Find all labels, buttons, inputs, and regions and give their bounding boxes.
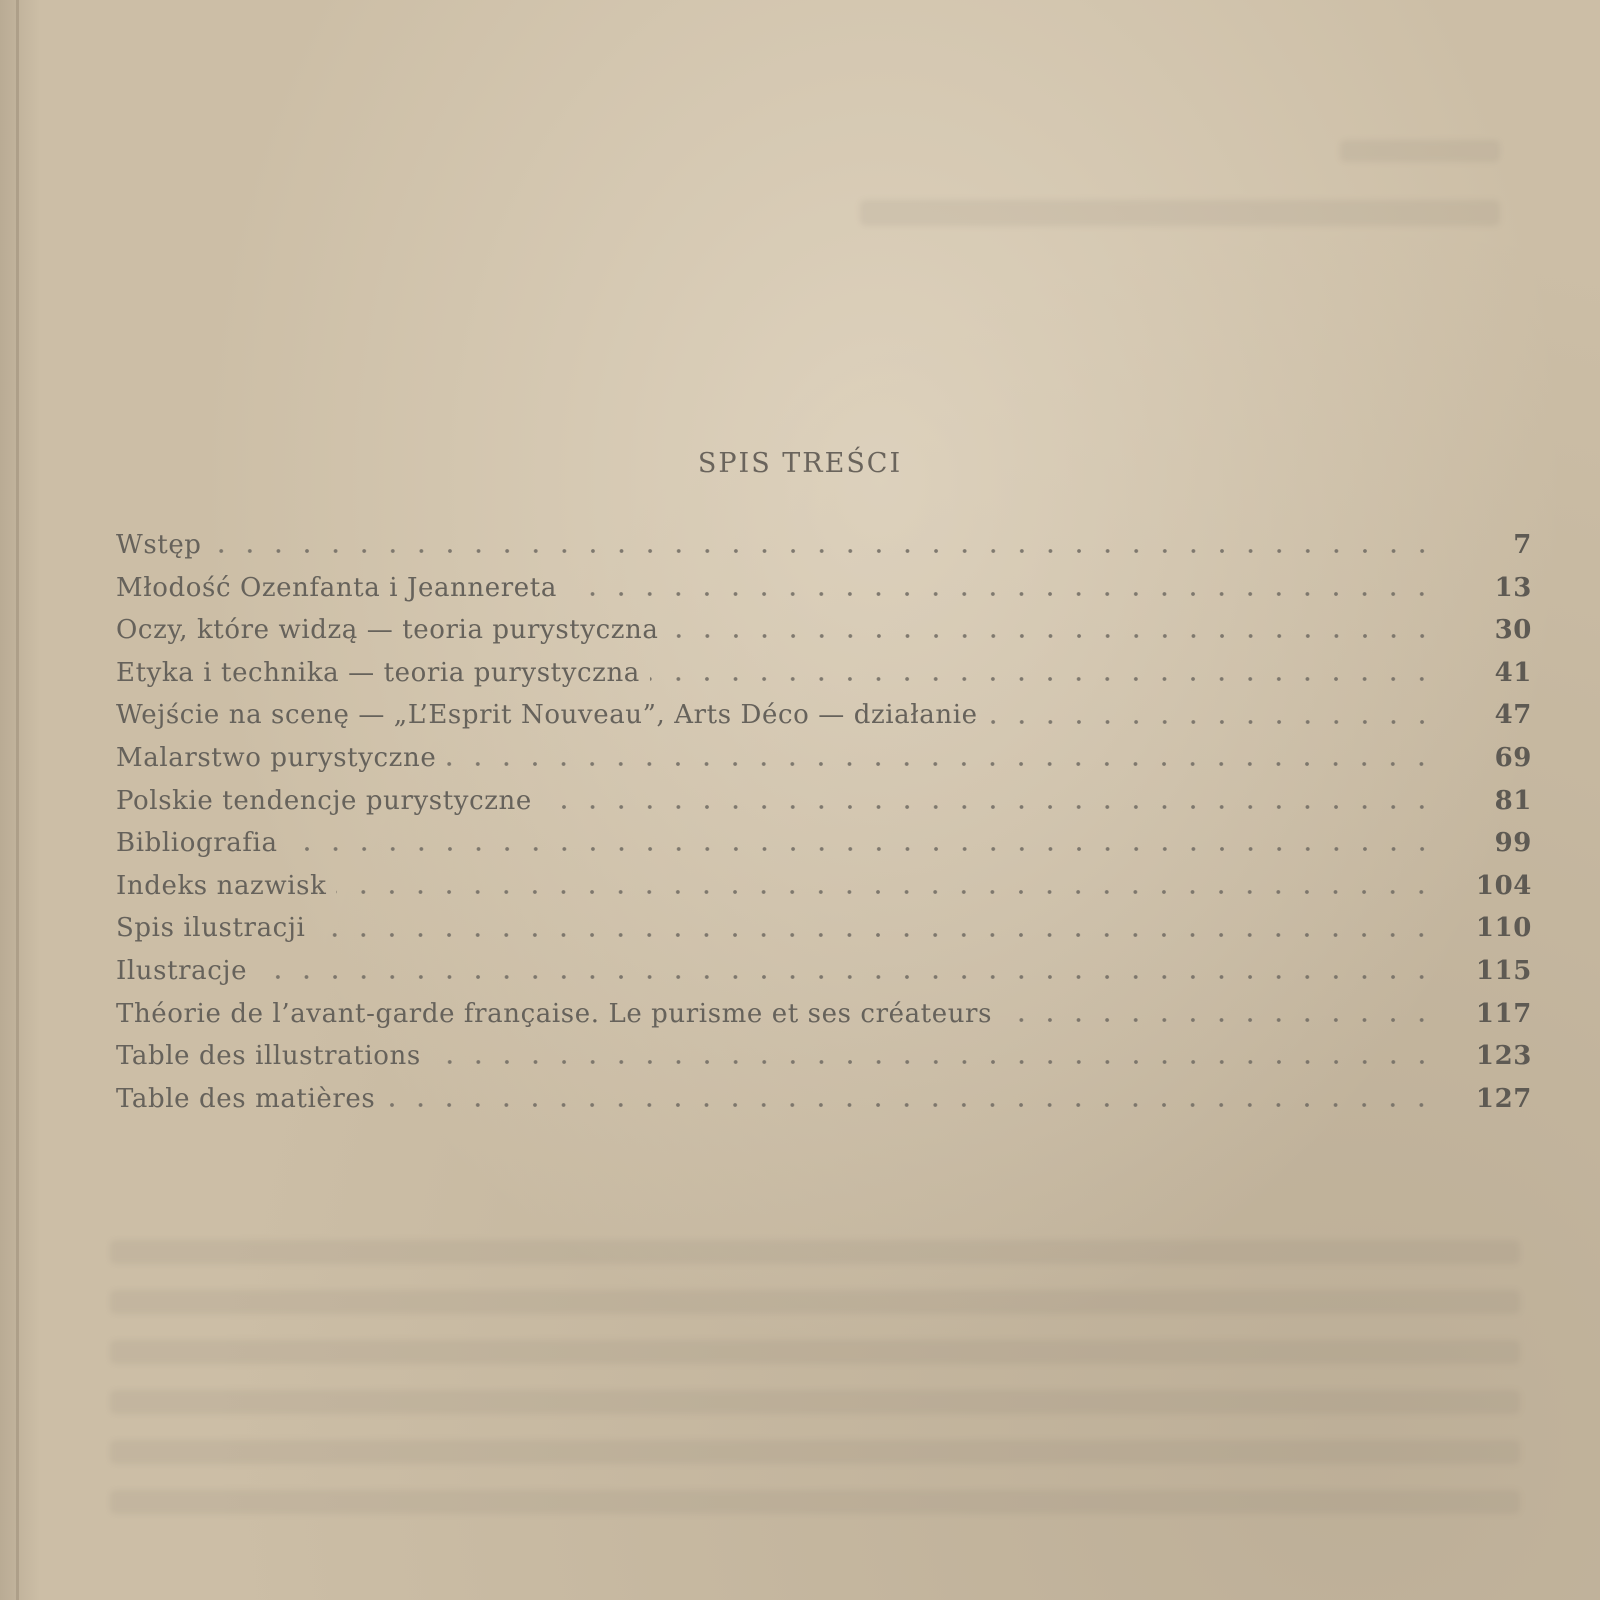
- dot-leader: [257, 967, 1436, 987]
- toc-entry-label: Wejście na scenę — „L’Esprit Nouveau”, Arts Déco — działanie: [116, 700, 978, 731]
- toc-entry-page-number: 69: [1494, 742, 1532, 773]
- bleed-through-text: [1340, 140, 1500, 162]
- toc-entry-label: Table des illustrations: [116, 1041, 421, 1072]
- toc-entry-label: Table des matières: [116, 1083, 376, 1114]
- toc-entry: [116, 573, 1532, 616]
- bleed-through-text: [110, 1390, 1520, 1414]
- toc-entry-label: Młodość Ozenfanta i Jeannereta: [116, 572, 557, 603]
- toc-entry: [116, 913, 1532, 956]
- toc-entry-page-number: 13: [1494, 572, 1532, 603]
- dot-leader: [542, 797, 1436, 817]
- toc-entry-page-number: 115: [1475, 955, 1532, 986]
- toc-entry: [116, 999, 1532, 1042]
- dot-leader: [431, 1052, 1436, 1072]
- toc-entry: [116, 658, 1532, 701]
- dot-leader: [446, 754, 1436, 774]
- toc-entry-label: Oczy, które widzą — teoria purystyczna: [116, 615, 659, 646]
- dot-leader: [1002, 1010, 1436, 1030]
- dot-leader: [288, 839, 1436, 859]
- dot-leader: [650, 669, 1436, 689]
- toc-entry: [116, 956, 1532, 999]
- toc-entry-label: Bibliografia: [116, 828, 278, 859]
- bleed-through-text: [110, 1440, 1520, 1464]
- toc-entry-label: Indeks nazwisk: [116, 870, 327, 901]
- toc-entry: [116, 1084, 1532, 1127]
- toc-entry-page-number: 110: [1475, 913, 1532, 944]
- toc-entry-label: Ilustracje: [116, 955, 248, 986]
- toc-title: SPIS TREŚCI: [697, 448, 903, 479]
- page-spine-edge: [16, 0, 19, 1600]
- dot-leader: [567, 584, 1436, 604]
- dot-leader: [212, 541, 1436, 561]
- bleed-through-text: [110, 1240, 1520, 1264]
- toc-entry-page-number: 47: [1494, 700, 1532, 731]
- dot-leader: [988, 712, 1436, 732]
- dot-leader: [315, 925, 1436, 945]
- toc-entry-label: Etyka i technika — teoria purystyczna: [116, 657, 640, 688]
- toc-entry: [116, 700, 1532, 743]
- toc-entry: [116, 615, 1532, 658]
- toc-entry-page-number: 30: [1494, 615, 1532, 646]
- toc-entry-label: Polskie tendencje purystyczne: [116, 785, 532, 816]
- toc-entry: [116, 871, 1532, 914]
- bleed-through-text: [110, 1490, 1520, 1514]
- dot-leader: [336, 882, 1436, 902]
- toc-entry: [116, 1041, 1532, 1084]
- toc-entry-label: Wstęp: [116, 530, 202, 560]
- toc-entry-page-number: 127: [1475, 1083, 1532, 1114]
- toc-entry-page-number: 81: [1494, 785, 1532, 816]
- toc-entry-page-number: 7: [1513, 530, 1532, 560]
- toc-list: [116, 530, 1532, 1126]
- toc-entry-label: Malarstwo purystyczne: [116, 742, 437, 773]
- bleed-through-text: [110, 1340, 1520, 1364]
- toc-entry: [116, 530, 1532, 573]
- toc-entry: [116, 786, 1532, 829]
- toc-entry-page-number: 104: [1475, 870, 1532, 901]
- toc-entry: [116, 828, 1532, 871]
- toc-entry-page-number: 41: [1494, 657, 1532, 688]
- bleed-through-text: [860, 200, 1500, 226]
- dot-leader: [385, 1095, 1436, 1115]
- toc-entry-label: Théorie de l’avant-garde française. Le purisme et ses créateurs: [116, 998, 993, 1029]
- dot-leader: [669, 626, 1436, 646]
- toc-entry-page-number: 123: [1475, 1041, 1532, 1072]
- toc-entry-page-number: 99: [1494, 828, 1532, 859]
- toc-entry: [116, 743, 1532, 786]
- toc-entry-label: Spis ilustracji: [116, 913, 306, 944]
- toc-entry-page-number: 117: [1475, 998, 1532, 1029]
- bleed-through-text: [110, 1290, 1520, 1314]
